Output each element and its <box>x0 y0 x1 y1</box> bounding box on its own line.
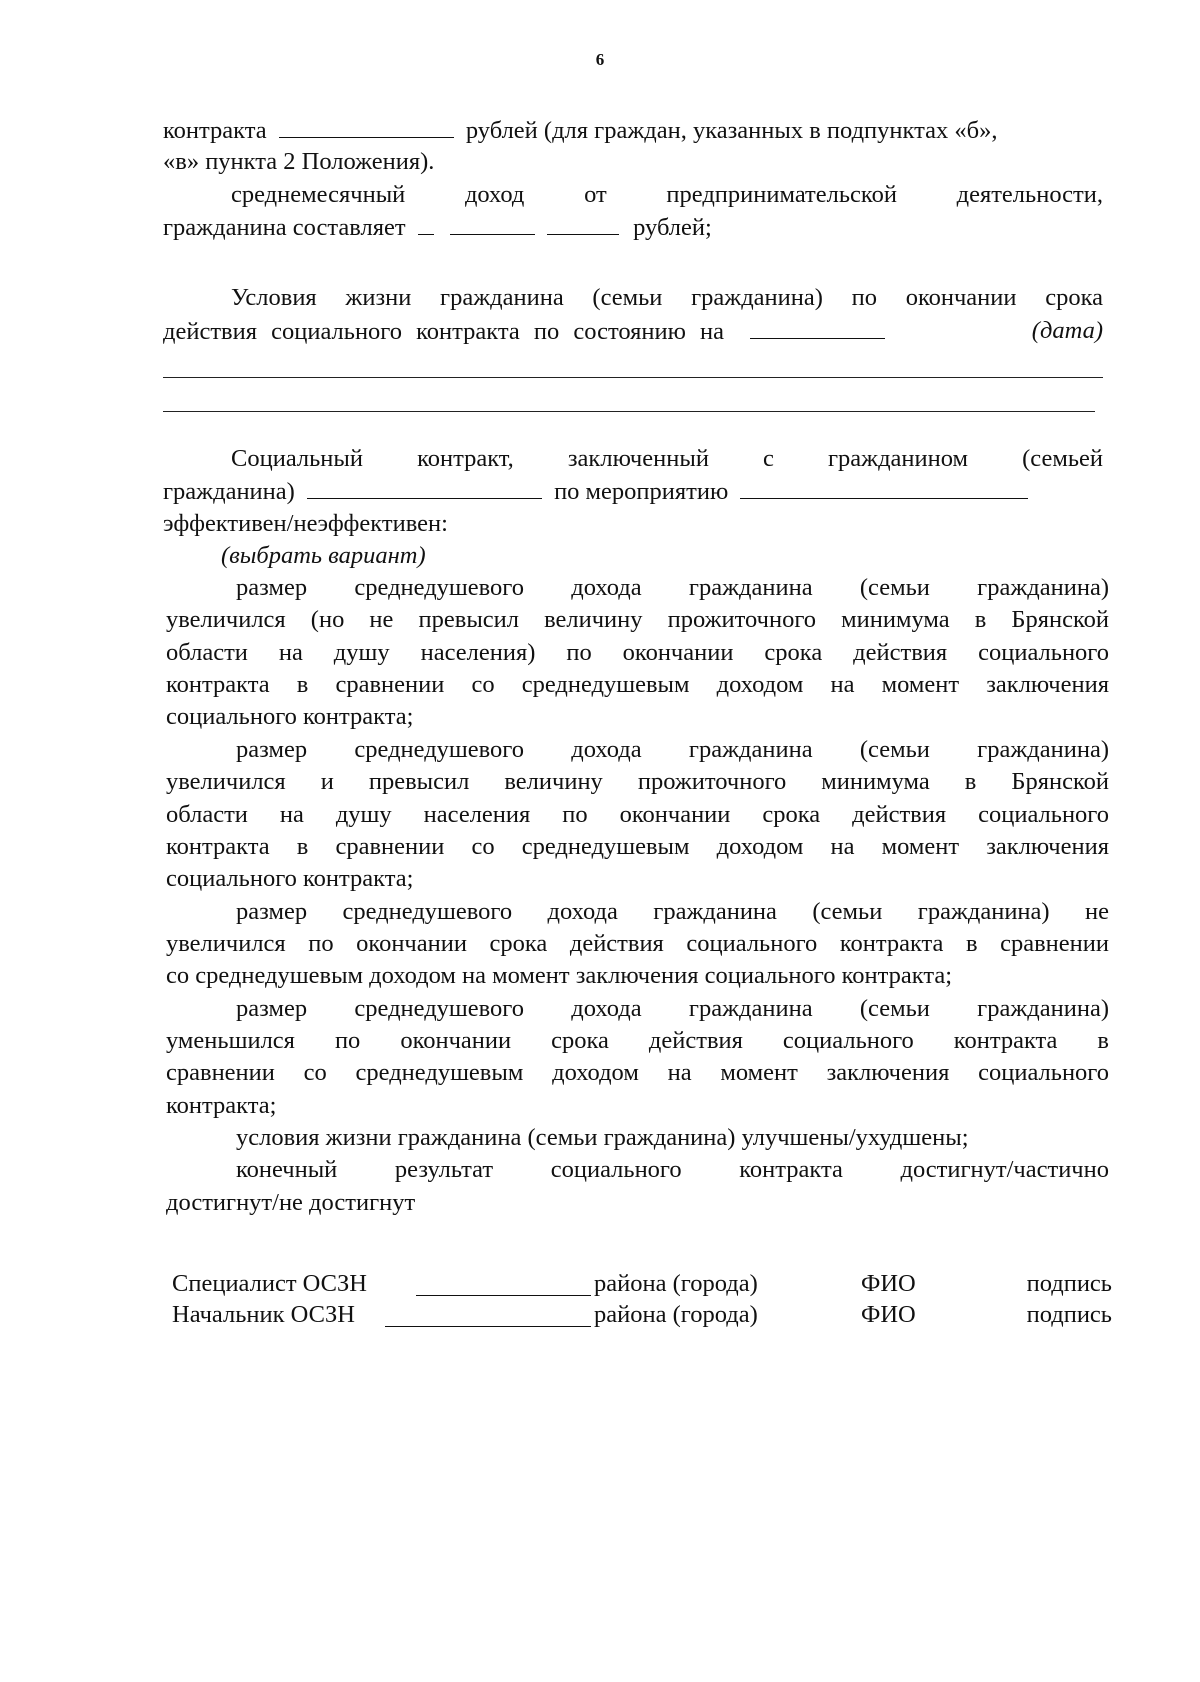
contract-line-2-mid: по мероприятию <box>554 478 729 505</box>
option-3-line-3: со среднедушевым доходом на момент заключения социального контракта; <box>166 962 953 989</box>
option-3-line-2: увеличился по окончании срока действия социального контракта в сравнении <box>166 930 1109 957</box>
income-line-4 <box>163 212 712 243</box>
option-2-line-2: увеличился и превысил величину прожиточного минимума в Брянской <box>166 768 1109 795</box>
income-line-4-end: рублей; <box>633 214 712 241</box>
avg-income-blank-b <box>450 212 535 235</box>
contract-line-3: эффективен/неэффективен: <box>163 510 448 537</box>
specialist-district-blank <box>416 1273 591 1296</box>
avg-income-blank-c <box>547 212 619 235</box>
contract-line-2-start: гражданина) <box>163 478 295 505</box>
avg-income-blank-a <box>418 212 434 235</box>
conditions-rule-1 <box>163 377 1103 378</box>
option-6-line-2: достигнут/не достигнут <box>166 1189 416 1216</box>
date-hint: (дата) <box>1031 317 1103 344</box>
signature-sign: подпись <box>1026 1301 1112 1328</box>
option-4-line-4: контракта; <box>166 1092 277 1119</box>
signature-role: Начальник ОСЗН <box>172 1301 355 1328</box>
head-district-blank <box>385 1304 591 1327</box>
signature-row-specialist <box>172 1269 1112 1299</box>
option-2-line-5: социального контракта; <box>166 865 414 892</box>
signature-area: района (города) <box>594 1301 758 1328</box>
signature-row-head <box>172 1300 1112 1330</box>
option-4-line-3: сравнении со среднедушевым доходом на момент заключения социального <box>166 1059 1109 1086</box>
living-conditions-line-2-start: действия социального контракта по состоянию на <box>163 318 725 345</box>
citizen-name-blank <box>307 476 542 499</box>
signature-fio: ФИО <box>861 1301 916 1328</box>
choose-variant-hint: (выбрать вариант) <box>221 542 426 569</box>
option-1-line-2: увеличился (но не превысил величину прожиточного минимума в Брянской <box>166 606 1109 633</box>
date-blank <box>750 316 885 339</box>
conditions-rule-2 <box>163 411 1095 412</box>
income-line-1-start: контракта <box>163 117 267 144</box>
income-line-3: среднемесячный доход от предпринимательской деятельности, <box>231 181 1103 208</box>
option-1-line-5: социального контракта; <box>166 703 414 730</box>
signature-fio: ФИО <box>861 1270 916 1297</box>
signature-area: района (города) <box>594 1270 758 1297</box>
option-1-line-4: контракта в сравнении со среднедушевым доходом на момент заключения <box>166 671 1109 698</box>
living-conditions-line-1: Условия жизни гражданина (семьи гражданина) по окончании срока <box>231 284 1103 311</box>
income-line-1-end: рублей (для граждан, указанных в подпунктах «б», <box>465 117 998 144</box>
contract-amount-blank <box>279 115 454 138</box>
living-conditions-line-2 <box>163 316 1103 347</box>
option-2-line-1: размер среднедушевого дохода гражданина (семьи гражданина) <box>236 736 1109 763</box>
option-2-line-3: области на душу населения по окончании срока действия социального <box>166 801 1109 828</box>
option-3-line-1: размер среднедушевого дохода гражданина (семьи гражданина) не <box>236 898 1109 925</box>
option-4-line-2: уменьшился по окончании срока действия социального контракта в <box>166 1027 1109 1054</box>
option-4-line-1: размер среднедушевого дохода гражданина (семьи гражданина) <box>236 995 1109 1022</box>
page-number: 6 <box>595 50 605 69</box>
contract-line-1: Социальный контракт, заключенный с гражданином (семьей <box>231 445 1103 472</box>
income-line-1 <box>163 115 1103 146</box>
option-1-line-1: размер среднедушевого дохода гражданина (семьи гражданина) <box>236 574 1109 601</box>
income-line-4-start: гражданина составляет <box>163 214 406 241</box>
option-1-line-3: области на душу населения) по окончании срока действия социального <box>166 639 1109 666</box>
income-line-2: «в» пункта 2 Положения). <box>163 148 435 175</box>
signature-role: Специалист ОСЗН <box>172 1270 367 1297</box>
signature-sign: подпись <box>1026 1270 1112 1297</box>
option-2-line-4: контракта в сравнении со среднедушевым доходом на момент заключения <box>166 833 1109 860</box>
contract-line-2 <box>163 476 1028 507</box>
measure-blank <box>740 476 1028 499</box>
option-6-line-1: конечный результат социального контракта достигнут/частично <box>236 1156 1109 1183</box>
option-5-line-1: условия жизни гражданина (семьи гражданина) улучшены/ухудшены; <box>236 1124 969 1151</box>
